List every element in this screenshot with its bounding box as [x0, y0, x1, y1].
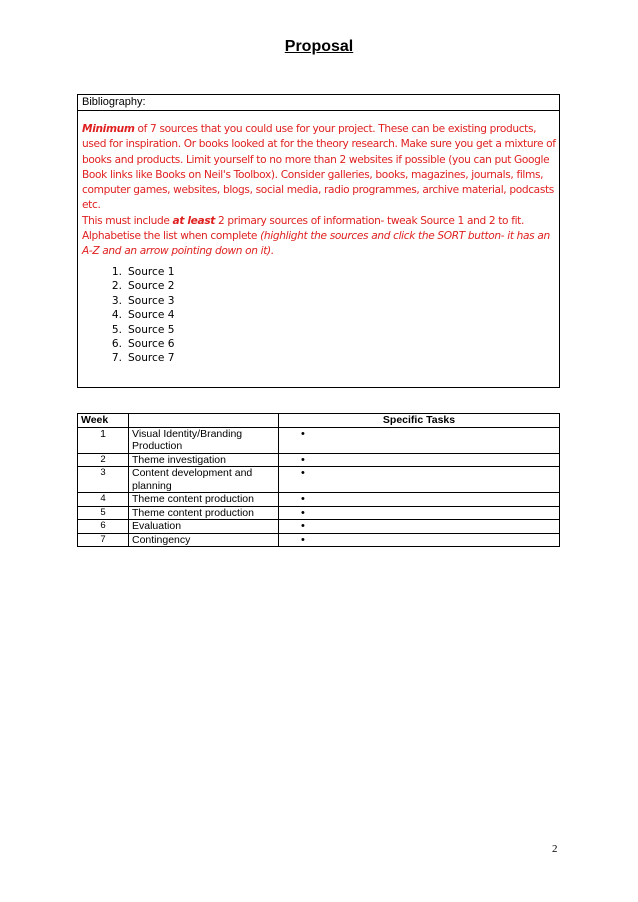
source-label: Source 4 — [128, 309, 175, 322]
table-row — [78, 506, 560, 520]
task-name: Theme content production — [129, 506, 279, 520]
bibliography-heading: Bibliography: — [78, 95, 559, 111]
task-bullet[interactable]: • — [279, 506, 560, 520]
source-label: Source 2 — [128, 280, 175, 293]
task-bullet[interactable]: • — [279, 493, 560, 507]
list-item — [100, 323, 175, 337]
list-item — [100, 279, 175, 293]
instructions-text-2b: 2 primary sources of information- tweak Source 1 and 2 to fit. — [214, 214, 525, 227]
list-number: 2. — [111, 280, 122, 293]
task-name-column-header — [129, 414, 279, 428]
table-row — [78, 493, 560, 507]
table-row — [78, 520, 560, 534]
list-item — [100, 337, 175, 351]
list-item — [100, 294, 175, 308]
instructions-paragraph-3 — [82, 230, 550, 257]
task-name: Contingency — [129, 533, 279, 547]
week-number: 1 — [78, 427, 129, 453]
list-number: 4. — [111, 309, 122, 322]
week-column-header: Week — [78, 414, 129, 428]
table-row — [78, 427, 560, 453]
bibliography-instructions — [82, 122, 558, 260]
source-label: Source 7 — [128, 352, 175, 365]
table-row — [78, 453, 560, 467]
table-header-row — [78, 414, 560, 428]
week-number: 6 — [78, 520, 129, 534]
task-name: Content development and planning — [129, 467, 279, 493]
source-label: Source 3 — [128, 294, 175, 307]
week-number: 2 — [78, 453, 129, 467]
list-number: 6. — [111, 338, 122, 351]
source-label: Source 6 — [128, 338, 175, 351]
list-number: 3. — [111, 294, 122, 307]
list-number: 5. — [111, 323, 122, 336]
specific-tasks-column-header: Specific Tasks — [279, 414, 560, 428]
week-number: 3 — [78, 467, 129, 493]
week-number: 5 — [78, 506, 129, 520]
task-bullet[interactable]: • — [279, 533, 560, 547]
task-bullet[interactable]: • — [279, 453, 560, 467]
minimum-emphasis: Minimum — [82, 123, 135, 135]
instructions-paragraph-1 — [82, 123, 556, 211]
week-number: 7 — [78, 533, 129, 547]
list-number: 7. — [111, 352, 122, 365]
schedule-table — [77, 413, 560, 547]
task-name: Evaluation — [129, 520, 279, 534]
page-title: Proposal — [284, 38, 354, 55]
instructions-text-3a: Alphabetise the list when complete — [82, 230, 261, 243]
instructions-text-1: of 7 sources that you could use for your project. These can be existing products, used for inspiration. Or books looked at for the theory research. Make sure you get a mixture of books and products. Limit yourself to no more than 2 websites if possible (you can put Google Book links like Books on Neil's Toolbox). Consider galleries, books, magazines, journals, films, computer games, websites, blogs, social media, radio programmes, archive material, podcasts etc. — [82, 123, 556, 212]
task-bullet[interactable]: • — [279, 520, 560, 534]
instructions-paragraph-2 — [82, 215, 524, 227]
list-item — [100, 265, 175, 279]
source-list — [100, 265, 175, 366]
task-bullet[interactable]: • — [279, 427, 560, 453]
page-number: 2 — [552, 843, 558, 855]
bibliography-box — [77, 94, 560, 388]
task-name: Theme investigation — [129, 453, 279, 467]
source-label: Source 5 — [128, 323, 175, 336]
week-number: 4 — [78, 493, 129, 507]
list-item — [100, 351, 175, 365]
instructions-text-2a: This must include — [82, 214, 173, 227]
list-item — [100, 308, 175, 322]
list-number: 1. — [111, 266, 122, 278]
table-row — [78, 533, 560, 547]
task-name: Visual Identity/Branding Production — [129, 427, 279, 453]
table-row — [78, 467, 560, 493]
task-name: Theme content production — [129, 493, 279, 507]
source-label: Source 1 — [128, 266, 175, 278]
instructions-text-3b: (highlight the sources and click the SORT button- it has an A-Z and an arrow pointing down on it). — [82, 230, 550, 258]
task-bullet[interactable]: • — [279, 467, 560, 493]
at-least-emphasis: at least — [172, 214, 215, 227]
